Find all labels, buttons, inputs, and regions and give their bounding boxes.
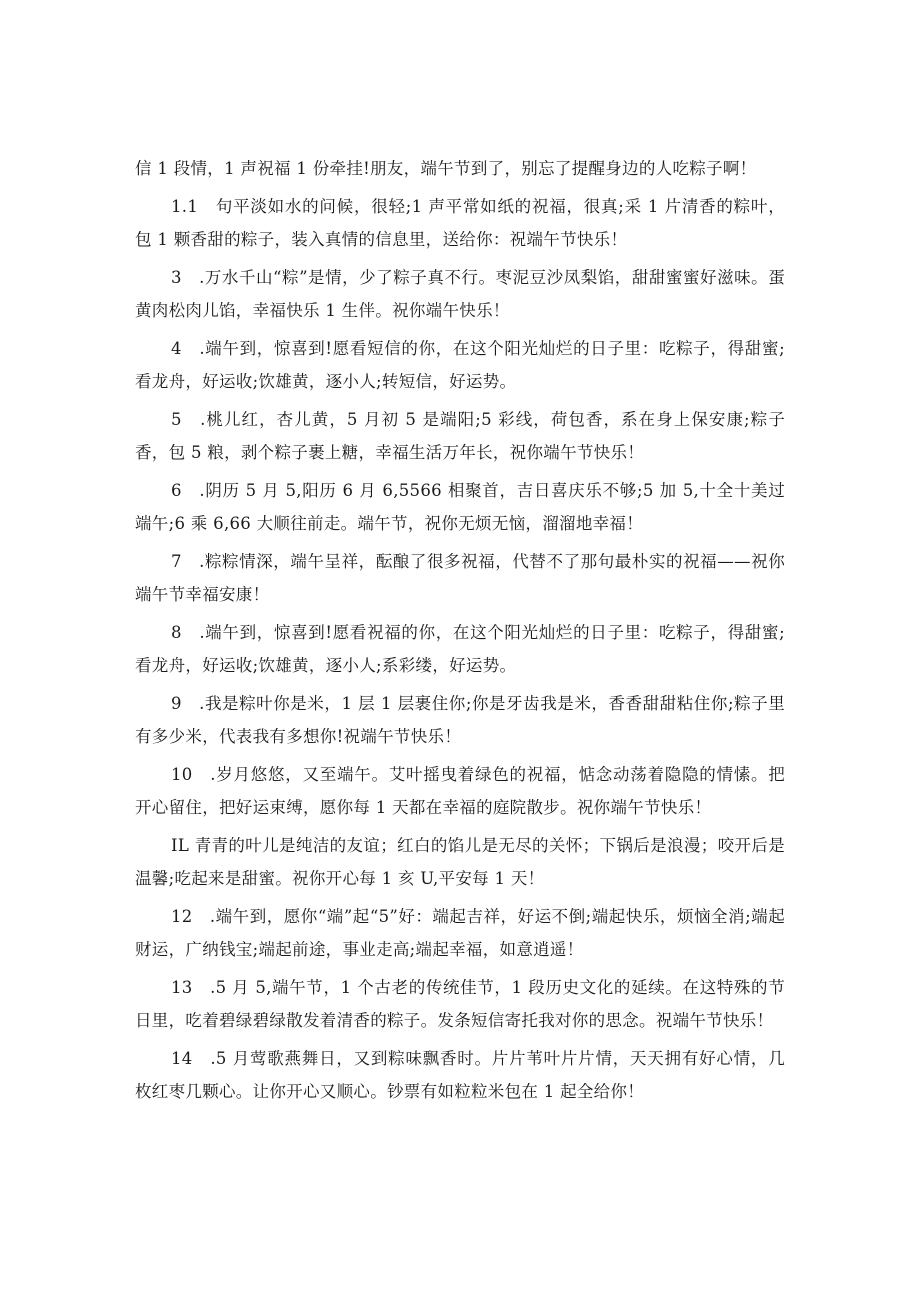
paragraph-item-10: 10 .岁月悠悠，又至端午。艾叶摇曳着绿色的祝福，惦念动荡着隐隐的情愫。把开心留住，把好运束缚，愿你每 1 天都在幸福的庭院散步。祝你端午节快乐！ — [135, 765, 785, 817]
paragraph-item-13: 13 .5 月 5,端午节，1 个古老的传统佳节，1 段历史文化的延续。在这特殊的节日里，吃着碧绿碧绿散发着清香的粽子。发条短信寄托我对你的思念。祝端午节快乐！ — [135, 978, 785, 1030]
paragraph-intro: 信 1 段情，1 声祝福 1 份牵挂!朋友，端午节到了，别忘了提醒身边的人吃粽子啊！ — [135, 159, 757, 178]
paragraph-item-5: 5 .桃儿红，杏儿黄，5 月初 5 是端阳;5 彩线，荷包香，系在身上保安康;粽子香，包 5 粮，剥个粽子裹上糖，幸福生活万年长，祝你端午节快乐！ — [135, 410, 785, 462]
paragraph-item-3: 3 .万水千山“粽”是情，少了粽子真不行。枣泥豆沙凤梨馅，甜甜蜜蜜好滋味。蛋黄肉松肉儿馅，幸福快乐 1 生伴。祝你端午快乐！ — [135, 268, 785, 320]
paragraph-item-14: 14 .5 月莺歌燕舞日，又到粽味飘香时。片片苇叶片片情，天天拥有好心情，几枚红枣几颗心。让你开心又顺心。钞票有如粒粒米包在 1 起全给你！ — [135, 1049, 785, 1101]
document-body — [135, 152, 785, 1113]
paragraph-item-11: IL 青青的叶儿是纯洁的友谊；红白的馅儿是无尽的关怀；下锅后是浪漫；咬开后是温馨;吃起来是甜蜜。祝你开心每 1 亥 U,平安每 1 天！ — [135, 836, 785, 888]
paragraph-item-7: 7 .粽粽情深，端午呈祥，酝酿了很多祝福，代替不了那句最朴实的祝福——祝你端午节幸福安康！ — [135, 552, 785, 604]
paragraph-item-4: 4 .端午到，惊喜到!愿看短信的你，在这个阳光灿烂的日子里：吃粽子，得甜蜜;看龙舟，好运收;饮雄黄，逐小人;转短信，好运势。 — [135, 339, 785, 391]
paragraph-item-9: 9 .我是粽叶你是米，1 层 1 层裹住你;你是牙齿我是米，香香甜甜粘住你;粽子里有多少米，代表我有多想你!祝端午节快乐！ — [135, 694, 785, 746]
paragraph-item-6: 6 .阴历 5 月 5,阳历 6 月 6,5566 相聚首，吉日喜庆乐不够;5 加 5,十全十美过端午;6 乘 6,66 大顺往前走。端午节，祝你无烦无恼，溜溜地幸福！ — [135, 481, 785, 533]
paragraph-item-12: 12 .端午到，愿你“端”起“5”好：端起吉祥，好运不倒;端起快乐，烦恼全消;端起财运，广纳钱宝;端起前途，事业走高;端起幸福，如意逍遥！ — [135, 907, 785, 959]
paragraph-item-1: 1.1 句平淡如水的问候，很轻;1 声平常如纸的祝福，很真;采 1 片清香的粽叶，包 1 颗香甜的粽子，装入真情的信息里，送给你：祝端午节快乐！ — [135, 197, 785, 249]
paragraph-item-8: 8 .端午到，惊喜到!愿看祝福的你，在这个阳光灿烂的日子里：吃粽子，得甜蜜;看龙舟，好运收;饮雄黄，逐小人;系彩缕，好运势。 — [135, 623, 785, 675]
